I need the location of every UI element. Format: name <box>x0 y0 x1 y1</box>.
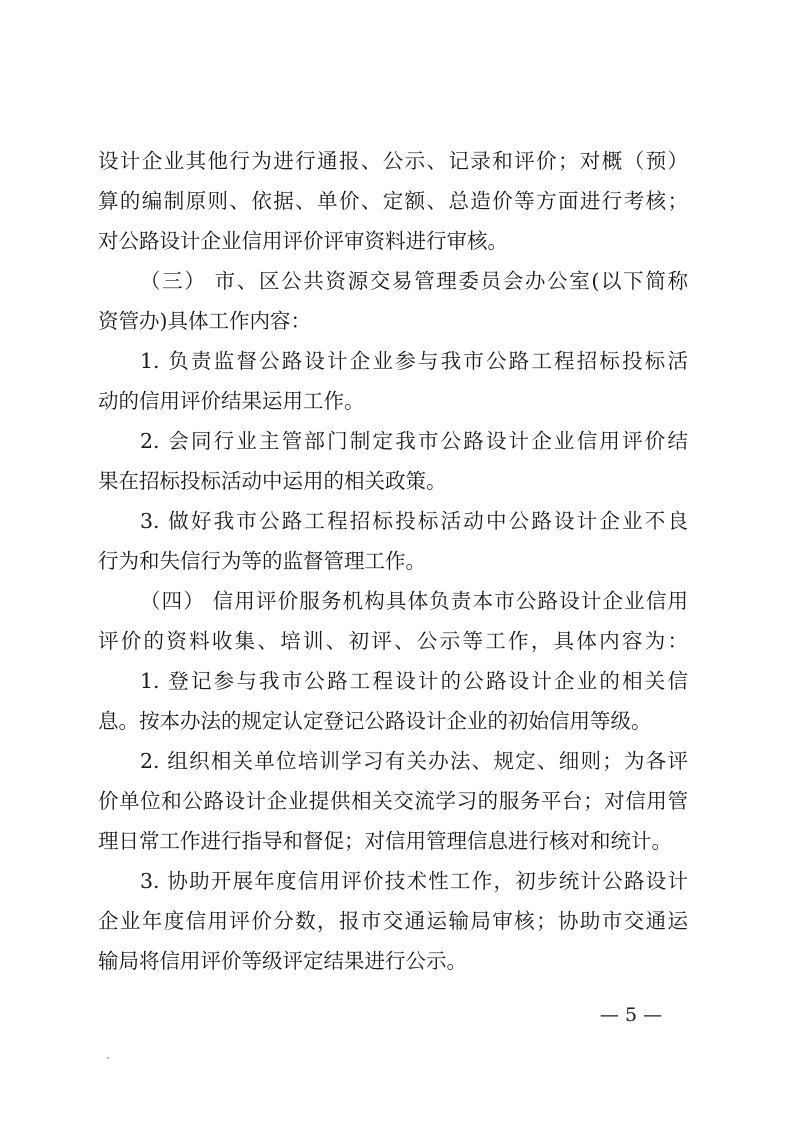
text-line-20: 企业年度信用评价分数，报市交通运输局审核；协助市交通运 <box>98 909 688 933</box>
list-item-3-3: 3. 做好我市公路工程招标投标活动中公路设计企业不良 <box>140 509 688 533</box>
section-heading-3: （三） 市、区公共资源交易管理委员会办公室(以下简称 <box>140 269 688 293</box>
text-line-21: 输局将信用评价等级评定结果进行公示。 <box>98 949 467 973</box>
list-item-4-3: 3. 协助开展年度信用评价技术性工作，初步统计公路设计 <box>140 869 688 893</box>
list-item-4-1: 1. 登记参与我市公路工程设计的公路设计企业的相关信 <box>140 669 688 693</box>
page-number: — 5 — <box>599 1004 663 1026</box>
text-line-13: 评价的资料收集、培训、初评、公示等工作，具体内容为： <box>98 629 688 653</box>
list-item-3-1: 1. 负责监督公路设计企业参与我市公路工程招标投标活 <box>140 349 688 373</box>
text-line-18: 理日常工作进行指导和督促；对信用管理信息进行核对和统计。 <box>98 829 672 853</box>
section-heading-4: （四） 信用评价服务机构具体负责本市公路设计企业信用 <box>140 589 688 613</box>
text-line-1: 设计企业其他行为进行通报、公示、记录和评价；对概（预） <box>98 149 688 173</box>
text-line-3: 对公路设计企业信用评价评审资料进行审核。 <box>98 229 508 253</box>
list-item-4-2: 2. 组织相关单位培训学习有关办法、规定、细则；为各评 <box>140 749 688 773</box>
list-item-3-2: 2. 会同行业主管部门制定我市公路设计企业信用评价结 <box>140 429 688 453</box>
text-line-5: 资管办)具体工作内容： <box>98 309 311 333</box>
text-line-2: 算的编制原则、依据、单价、定额、总造价等方面进行考核； <box>98 189 688 213</box>
scan-artifact-dot <box>107 1057 109 1059</box>
text-line-7: 动的信用评价结果运用工作。 <box>98 389 365 413</box>
text-line-9: 果在招标投标活动中运用的相关政策。 <box>98 469 447 493</box>
text-line-15: 息。按本办法的规定认定登记公路设计企业的初始信用等级。 <box>98 709 652 733</box>
body-text <box>98 141 688 981</box>
text-line-11: 行为和失信行为等的监督管理工作。 <box>98 549 426 573</box>
text-line-17: 价单位和公路设计企业提供相关交流学习的服务平台；对信用管 <box>98 789 688 813</box>
